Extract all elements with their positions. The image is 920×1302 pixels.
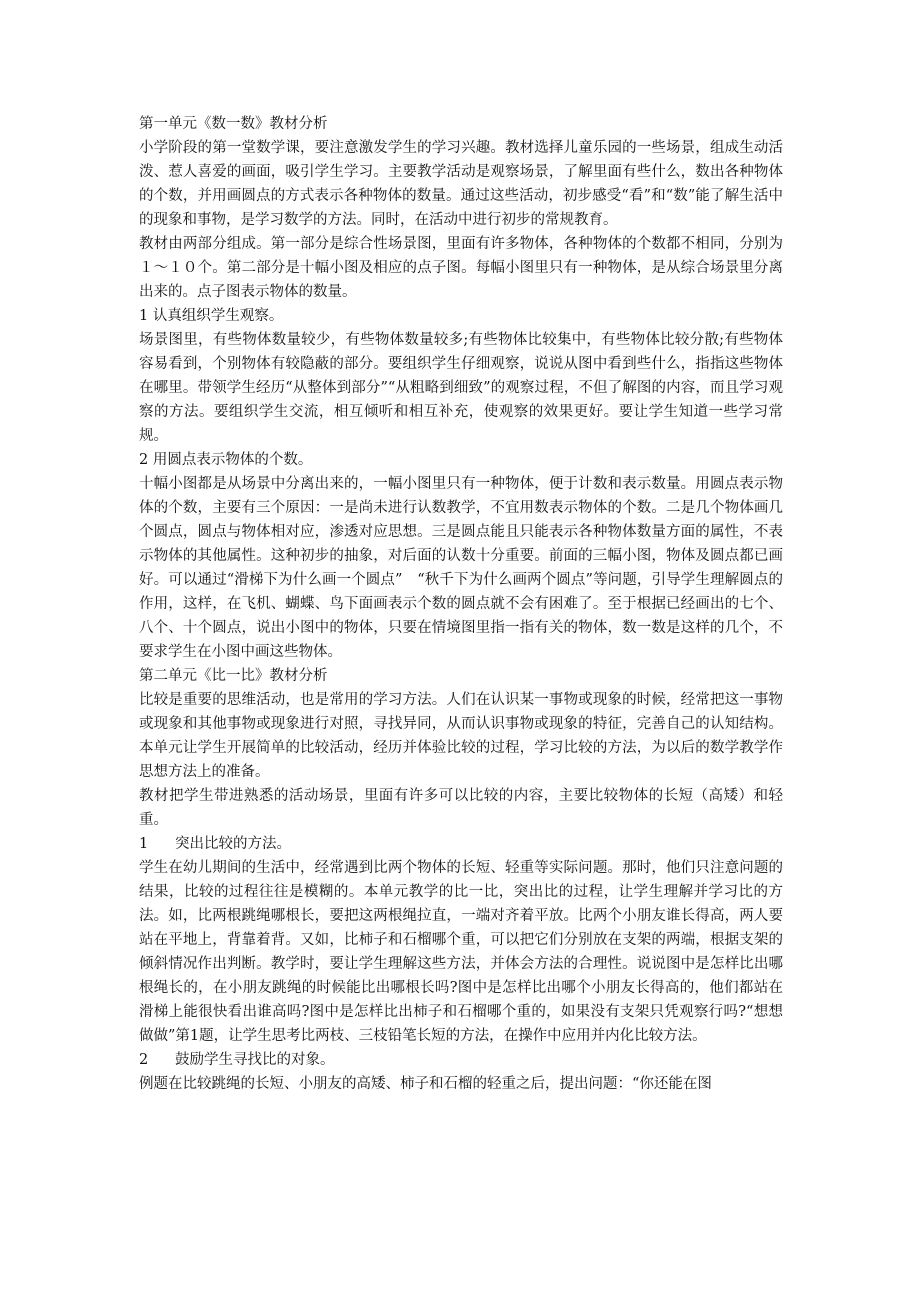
unit1-heading-observe: 1 认真组织学生观察。 bbox=[139, 308, 284, 324]
unit2-heading-objects-number: 2 bbox=[139, 1052, 149, 1068]
unit2-heading-method bbox=[139, 832, 783, 856]
unit2-heading-objects-text: 鼓励学生寻找比的对象。 bbox=[175, 1052, 335, 1068]
unit1-title: 第一单元《数一数》教材分析 bbox=[139, 116, 328, 132]
unit1-paragraph-dots: 十幅小图都是从场景中分离出来的，一幅小图里只有一种物体，便于计数和表示数量。用圆点表示物体的个数，主要有三个原因：一是尚未进行认数教学，不宜用数表示物体的个数。二是几个物体画几个圆点，圆点与物体相对应，渗透对应思想。三是圆点能且只能表示各种物体数量方面的属性，不表示物体的其他属性。这种初步的抽象，对后面的认数十分重要。前面的三幅小图，物体及圆点都已画好。可以通过“滑梯下为什么画一个圆点” “秋千下为什么画两个圆点”等问题，引导学生理解圆点的作用，这样，在飞机、蝴蝶、鸟下面画表示个数的圆点就不会有困难了。至于根据已经画出的七个、八个、十个圆点，说出小图中的物体，只要在情境图里指一指有关的物体，数一数是这样的几个，不要求学生在小图中画这些物体。 bbox=[139, 476, 783, 660]
unit2-paragraph-scene: 教材把学生带进熟悉的活动场景，里面有许多可以比较的内容，主要比较物体的长短（高矮）和轻重。 bbox=[139, 788, 783, 828]
unit2-heading-method-number: 1 bbox=[139, 836, 149, 852]
unit1-paragraph-structure: 教材由两部分组成。第一部分是综合性场景图，里面有许多物体，各种物体的个数都不相同，分别为１～１０个。第二部分是十幅小图及相应的点子图。每幅小图里只有一种物体，是从综合场景里分离出来的。点子图表示物体的数量。 bbox=[139, 236, 783, 300]
unit2-heading-objects bbox=[139, 1048, 783, 1072]
unit2-heading-method-text: 突出比较的方法。 bbox=[175, 836, 291, 852]
unit2-title: 第二单元《比一比》教材分析 bbox=[139, 668, 328, 684]
unit1-paragraph-intro: 小学阶段的第一堂数学课，要注意激发学生的学习兴趣。教材选择儿童乐园的一些场景，组成生动活泼、惹人喜爱的画面，吸引学生学习。主要教学活动是观察场景，了解里面有些什么，数出各种物体的个数，并用画圆点的方式表示各种物体的数量。通过这些活动，初步感受“看”和“数”能了解生活中的现象和事物，是学习数学的方法。同时，在活动中进行初步的常规教育。 bbox=[139, 140, 783, 228]
unit1-heading-dots: 2 用圆点表示物体的个数。 bbox=[139, 452, 313, 468]
unit2-paragraph-objects: 例题在比较跳绳的长短、小朋友的高矮、柿子和石榴的轻重之后，提出问题：“你还能在图 bbox=[139, 1076, 712, 1092]
unit2-paragraph-intro: 比较是重要的思维活动，也是常用的学习方法。人们在认识某一事物或现象的时候，经常把这一事物或现象和其他事物或现象进行对照，寻找异同，从而认识事物或现象的特征，完善自己的认知结构。本单元让学生开展简单的比较活动，经历并体验比较的过程，学习比较的方法，为以后的数学教学作思想方法上的准备。 bbox=[139, 692, 783, 780]
document-page bbox=[139, 112, 783, 1096]
unit1-paragraph-observe: 场景图里，有些物体数量较少，有些物体数量较多;有些物体比较集中，有些物体比较分散;有些物体容易看到，个别物体有较隐蔽的部分。要组织学生仔细观察，说说从图中看到些什么，指指这些物体在哪里。带领学生经历“从整体到部分”“从粗略到细致”的观察过程，不但了解图的内容，而且学习观察的方法。要组织学生交流，相互倾听和相互补充，使观察的效果更好。要让学生知道一些学习常规。 bbox=[139, 332, 783, 444]
unit2-paragraph-method: 学生在幼儿期间的生活中，经常遇到比两个物体的长短、轻重等实际问题。那时，他们只注意问题的结果，比较的过程往往是模糊的。本单元教学的比一比，突出比的过程，让学生理解并学习比的方法。如，比两根跳绳哪根长，要把这两根绳拉直，一端对齐着平放。比两个小朋友谁长得高，两人要站在平地上，背靠着背。又如，比柿子和石榴哪个重，可以把它们分别放在支架的两端，根据支架的倾斜情况作出判断。教学时，要让学生理解这些方法，并体会方法的合理性。说说图中是怎样比出哪根绳长的，在小朋友跳绳的时候能比出哪根长吗?图中是怎样比出哪个小朋友长得高的，他们都站在滑梯上能很快看出谁高吗?图中是怎样比出柿子和石榴哪个重的，如果没有支架只凭观察行吗?“想想做做”第1题，让学生思考比两枝、三枝铅笔长短的方法，在操作中应用并内化比较方法。 bbox=[139, 860, 783, 1044]
